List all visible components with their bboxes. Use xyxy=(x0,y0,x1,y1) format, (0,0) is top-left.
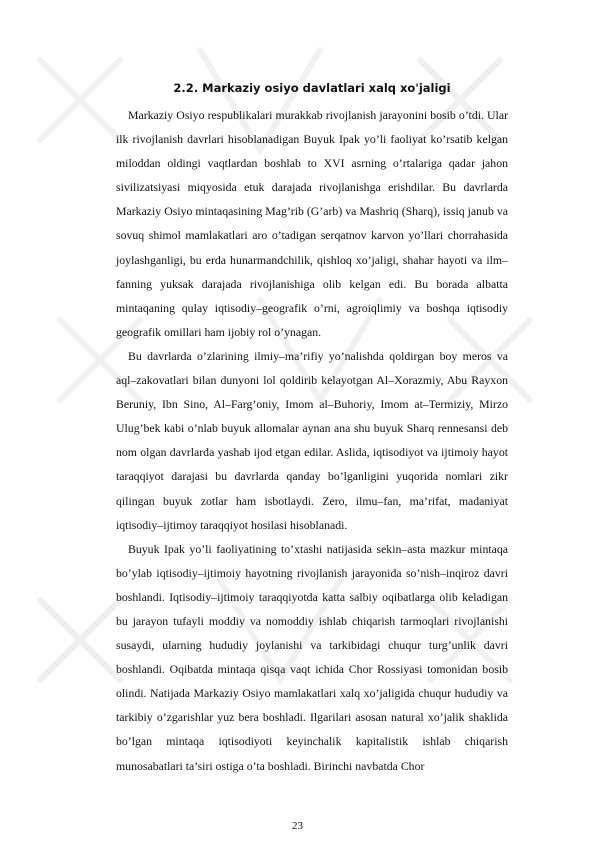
paragraph-1: Markaziy Osiyo respublikalari murakkab rivojlanish jarayonini bosib o’tdi. Ular ilk rivojlanish davrlari hisoblanadigan Buyuk Ipak yo’li faoliyat ko’rsatib kelgan miloddan oldingi vaqtlardan boshlab to XVI asrning o’rtalariga qadar jahon sivilizatsiyasi miqyosida etuk darajada rivojlanishga erishdilar. Bu davrlarda Markaziy Osiyo mintaqasining Mag’rib (G’arb) va Mashriq (Sharq), issiq janub va sovuq shimol mamlakatlari aro o’tadigan serqatnov karvon yo’llari chorrahasida joylashganligi, bu erda hunarmandchilik, qishloq xo’jaligi, shahar hayoti va ilm–fanning yuksak darajada rivojlanishiga olib kelgan edi. Bu borada albatta mintaqaning qulay iqtisodiy–geografik o’rni, agroiqlimiy va boshqa iqtisodiy geografik omillari ham ijobiy rol o’ynagan. xyxy=(116,108,508,339)
paragraph-2: Bu davrlarda o’zlarining ilmiy–ma’rifiy yo’nalishda qoldirgan boy meros va aql–zakovatlari bilan dunyoni lol qoldirib kelayotgan Al–Xorazmiy, Abu Rayxon Beruniy, Ibn Sino, Al–Farg’oniy, Imom al–Buhoriy, Imom at–Termiziy, Mirzo Ulug’bek kabi o’nlab buyuk allomalar aynan ana shu buyuk Sharq rennesansi deb nom olgan davrlarda yashab ijod etgan edilar. Aslida, iqtisodiyot va ijtimoiy hayot taraqqiyot darajasi bu davrlarda qanday bo’lganligini yuqorida nomlari zikr qilingan buyuk zotlar ham isbotlaydi. Zero, ilmu–fan, ma’rifat, madaniyat iqtisodiy–ijtimoy taraqqiyot hosilasi hisoblanadi. xyxy=(116,348,508,532)
document-page xyxy=(116,80,508,778)
section-title: 2.2. Markaziy osiyo davlatlari xalq xo'jaligi xyxy=(173,81,451,95)
page-number: 23 xyxy=(292,820,303,832)
paragraph-3: Buyuk Ipak yo’li faoliyatining to’xtashi natijasida sekin–asta mazkur mintaqa bo’ylab iqtisodiy–ijtimoiy hayotning rivojlanish jarayonida so’nish–inqiroz davri boshlandi. Iqtisodiy–ijtimoiy taraqqiyotda katta salbiy oqibatlarga olib keladigan bu jarayon tufayli moddiy va nomoddiy ishlab chiqarish tarmoqlari rivojlanishi susaydi, ularning hududiy joylanishi va tarkibidagi chuqur turg’unlik davri boshlandi. Oqibatda mintaqa qisqa vaqt ichida Chor Rossiyasi tomonidan bosib olindi. Natijada Markaziy Osiyo mamlakatlari xalq xo’jaligida chuqur hududiy va tarkibiy o’zgarishlar yuz bera boshladi. Ilgarilari asosan natural xo’jalik shaklida bo’lgan mintaqa iqtisodiyoti keyinchalik kapitalistik ishlab chiqarish munosabatlari ta’siri ostiga o’ta boshladi. Birinchi navbatda Chor xyxy=(116,541,508,773)
